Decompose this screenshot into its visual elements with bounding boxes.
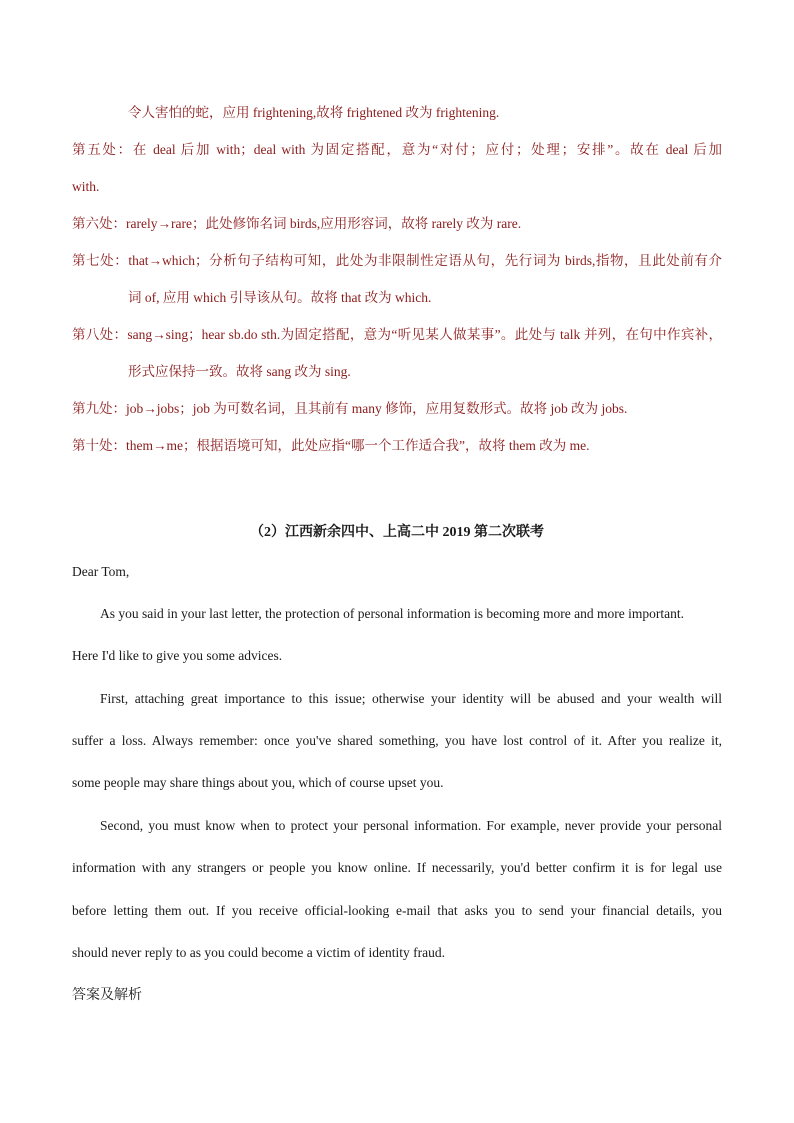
explanation-line-8: 第八处：sang→sing；hear sb.do sth.为固定搭配，意为“听见某人做某事”。此处与 talk 并列，在句中作宾补， [72,327,723,342]
letter-p2-line1: First, attaching great importance to this issue; otherwise your identity will be abused and your wealth will [100,691,722,706]
letter-greeting: Dear Tom, [72,564,130,579]
letter-p3-line2: information with any strangers or people you know online. If necessarily, you'd better confirm it is for legal use [72,860,722,875]
answer-label: 答案及解析 [72,988,142,1003]
explanation-line-6: 第六处：rarely→rare；此处修饰名词 birds,应用形容词，故将 rarely 改为 rare. [72,216,522,231]
explanation-line-10: 第十处：them→me；根据语境可知，此处应指“哪一个工作适合我”，故将 them 改为 me. [72,438,590,453]
letter-p1-line2: Here I'd like to give you some advices. [72,648,283,663]
letter-p3-line3: before letting them out. If you receive official-looking e-mail that asks you to send your financial details, you [72,903,722,918]
letter-p1-line1: As you said in your last letter, the protection of personal information is becoming more and more important. [100,606,684,621]
section-heading: （2）江西新余四中、上高二中 2019 第二次联考 [250,525,544,540]
explanation-line-4-cont: 令人害怕的蛇，应用 frightening,故将 frightened 改为 frightening. [128,105,500,120]
letter-p2-line2: suffer a loss. Always remember: once you've shared something, you have lost control of it. After you realize it, [72,733,722,748]
letter-p3-line4: should never reply to as you could become a victim of identity fraud. [72,945,446,960]
explanation-line-5-cont: with. [72,179,100,194]
explanation-line-7: 第七处：that→which；分析句子结构可知，此处为非限制性定语从句，先行词为 birds,指物，且此处前有介 [72,253,723,268]
letter-p3-line1: Second, you must know when to protect your personal information. For example, never provide your personal [100,818,722,833]
explanation-line-8-cont: 形式应保持一致。故将 sang 改为 sing. [128,364,351,379]
explanation-line-9: 第九处：job→jobs；job 为可数名词，且其前有 many 修饰，应用复数形式。故将 job 改为 jobs. [72,401,628,416]
letter-p2-line3: some people may share things about you, which of course upset you. [72,775,444,790]
explanation-line-7-cont: 词 of, 应用 which 引导该从句。故将 that 改为 which. [128,290,432,305]
explanation-line-5: 第五处：在 deal 后加 with；deal with 为固定搭配，意为“对付；应付；处理；安排”。故在 deal 后加 [72,142,722,157]
